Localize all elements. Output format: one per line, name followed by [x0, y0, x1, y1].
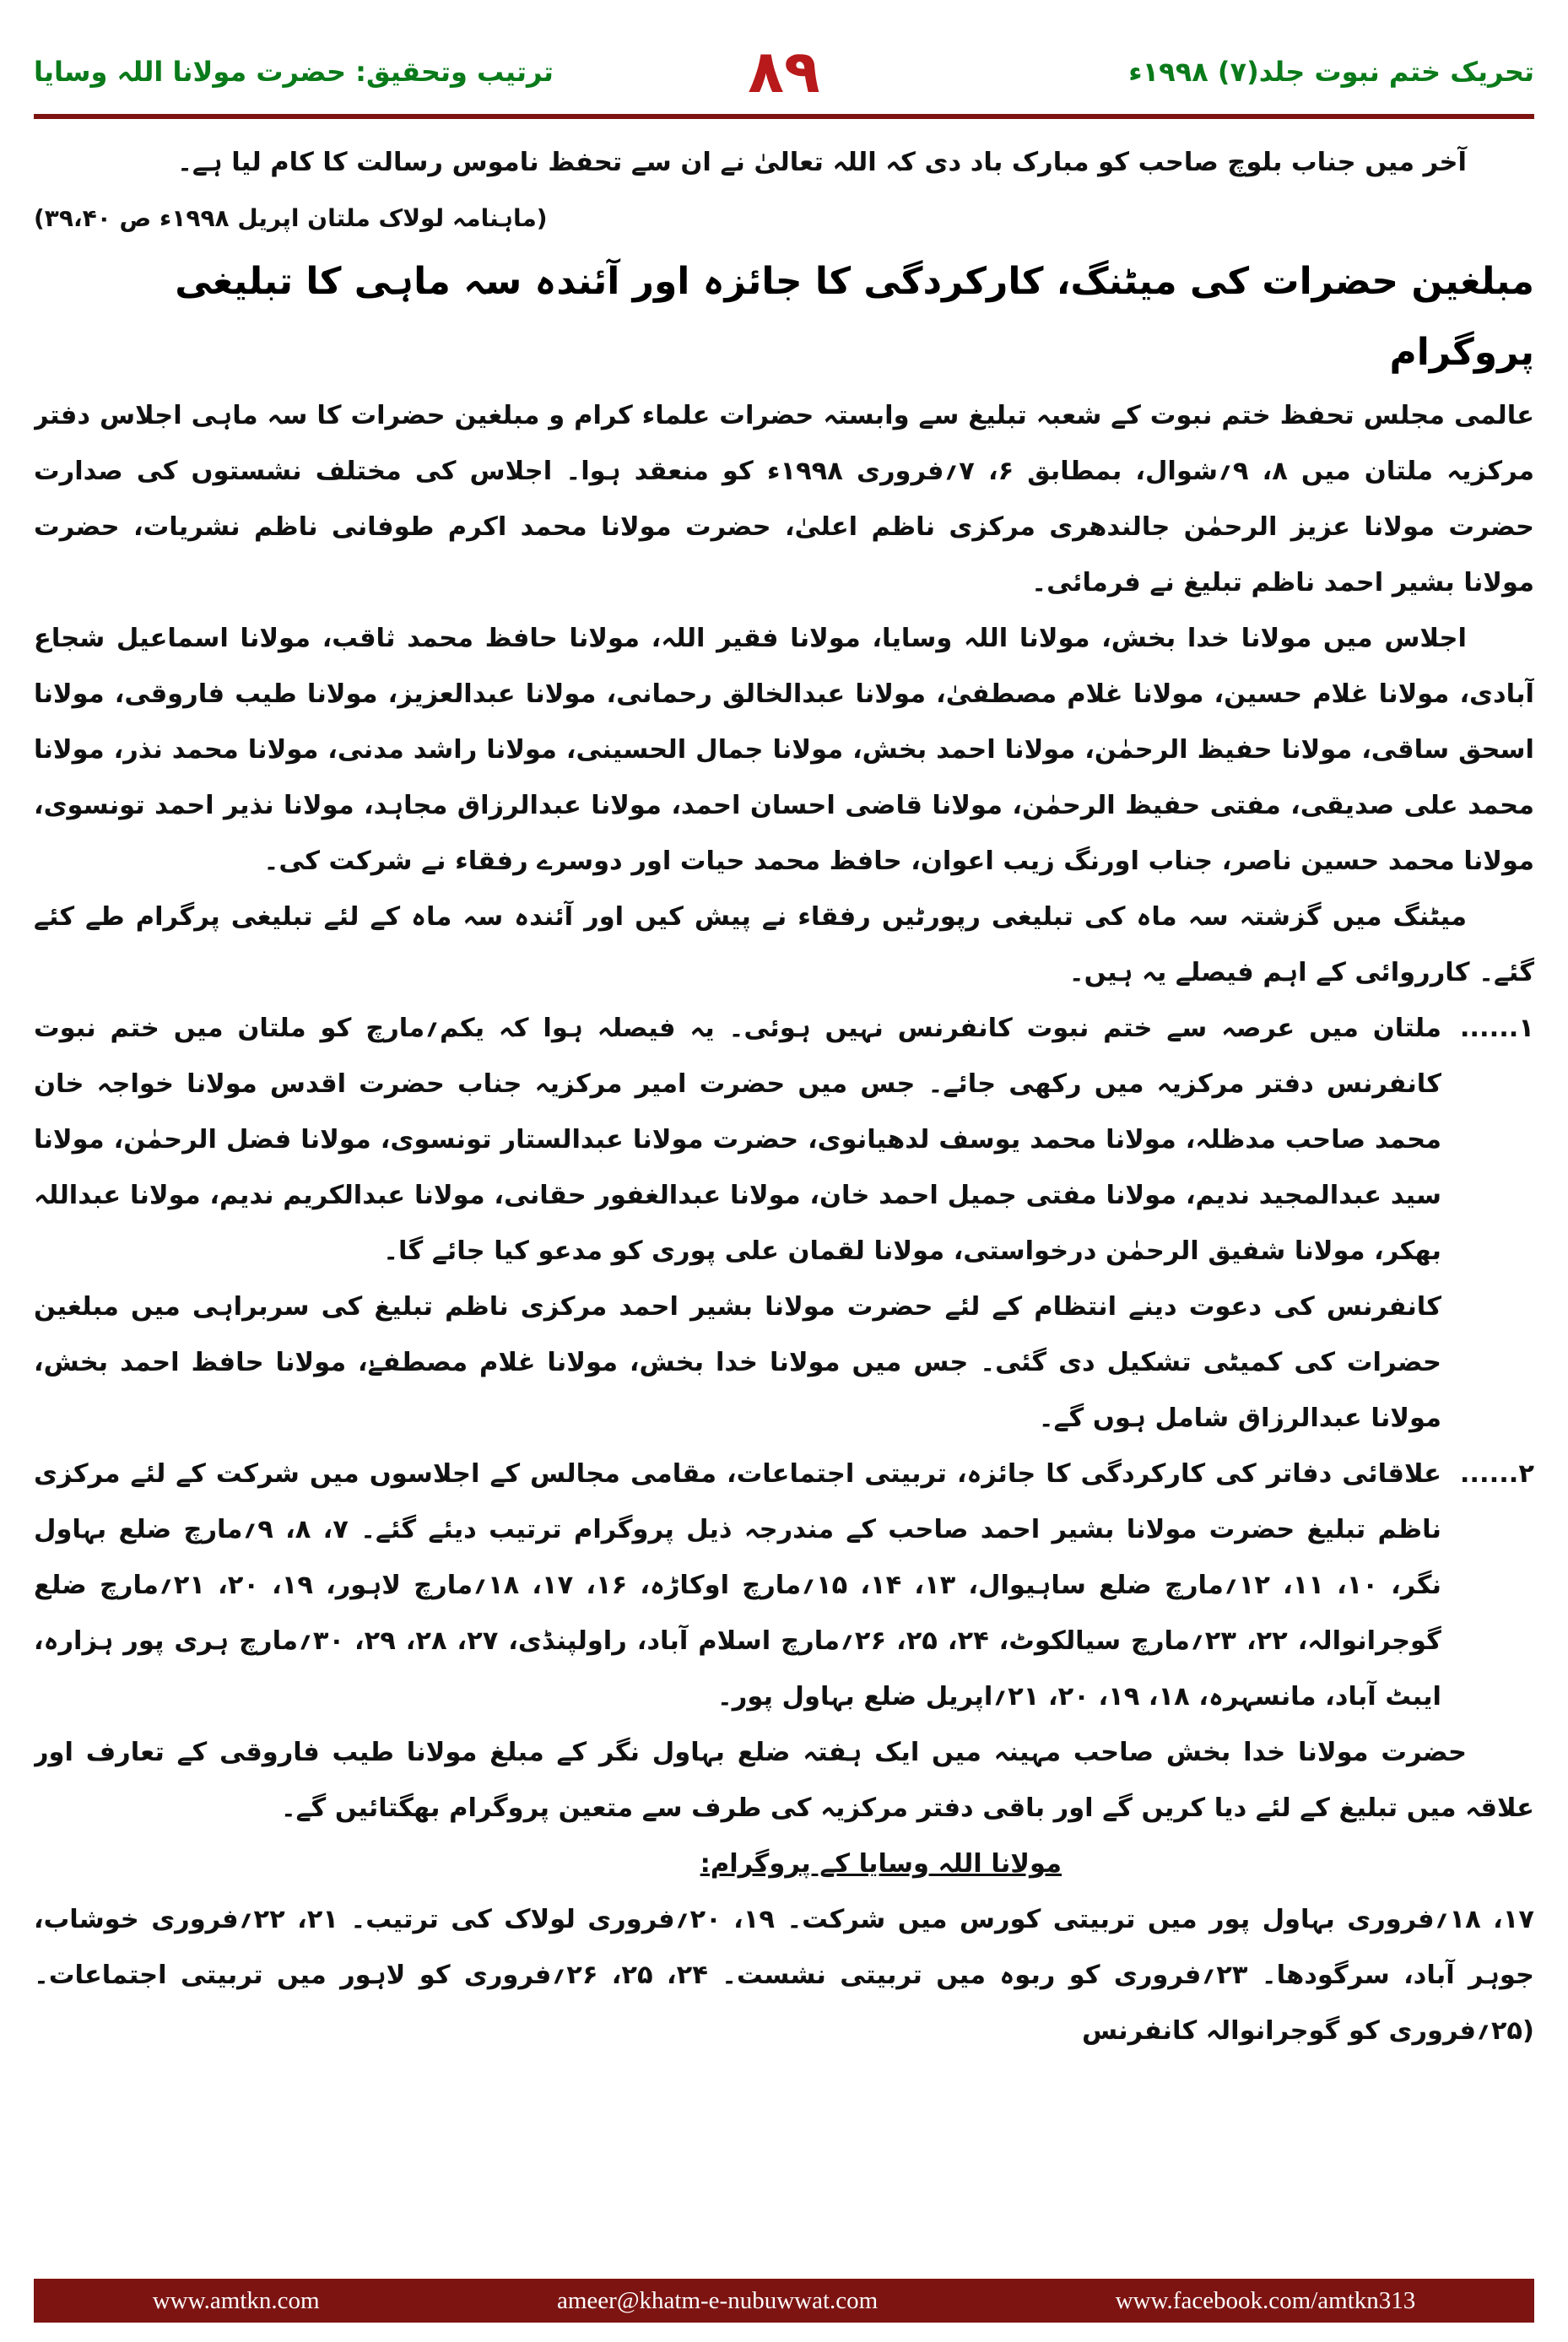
- footer-facebook-link[interactable]: www.facebook.com/amtkn313: [1115, 2286, 1416, 2314]
- paragraph-khuda-bakhsh: حضرت مولانا خدا بخش صاحب مہینہ میں ایک ہفتہ ضلع بہاول نگر کے مبلغ مولانا طیب فاروقی کے تعارف اور علاقہ میں تبلیغ کے لئے دیا کریں گے اور باقی دفتر مرکزیہ کی طرف سے متعین پروگرام بھگتائیں گے۔: [34, 1738, 1534, 1823]
- decision-text: ملتان میں عرصہ سے ختم نبوت کانفرنس نہیں ہوئی۔ یہ فیصلہ ہوا کہ یکم؍مارچ کو ملتان میں ختم نبوت کانفرنس دفتر مرکزیہ میں رکھی جائے۔ جس میں حضرت امیر مرکزیہ جناب حضرت اقدس مولانا خواجہ خان محمد صاحب مدظلہ، مولانا محمد یوسف لدھیانوی، حضرت مولانا عبدالستار تونسوی، مولانا فضل الرحمٰن، مولانا سید عبدالمجید ندیم، مولانا مفتی جمیل احمد خان، مولانا عبدالغفور حقانی، مولانا عبدالکریم ندیم، مولانا عبداللہ بھکر، مولانا شفیق الرحمٰن درخواستی، مولانا لقمان علی پوری کو مدعو کیا جائے گا۔: [34, 1014, 1441, 1266]
- footer-email-link[interactable]: ameer@khatm-e-nubuwwat.com: [556, 2286, 879, 2314]
- source-citation: (ماہنامہ لولاک ملتان اپریل ۱۹۹۸ء ص ۳۹،۴۰): [34, 204, 548, 232]
- decision-number: ۱......: [1459, 1014, 1534, 1043]
- page-header: [34, 25, 1534, 118]
- decision-item-1-committee: کانفرنس کی دعوت دینے انتظام کے لئے حضرت مولانا بشیر احمد مرکزی ناظم تبلیغ کی سربراہی میں مبلغین حضرات کی کمیٹی تشکیل دی گئی۔ جس میں مولانا خدا بخش، مولانا غلام مصطفےٰ، مولانا حافظ احمد بخش، مولانا عبدالرزاق شامل ہوں گے۔: [34, 1292, 1441, 1433]
- subheading-programme: مولانا اللہ وسایا کے پروگرام:: [700, 1849, 1062, 1879]
- footer-website-link[interactable]: www.amtkn.com: [152, 2286, 320, 2314]
- decision-item-2: [34, 1447, 1534, 1725]
- paragraph-attendees: اجلاس میں مولانا خدا بخش، مولانا اللہ وسایا، مولانا فقیر اللہ، مولانا حافظ محمد ثاقب، مولانا اسماعیل شجاع آبادی، مولانا غلام حسین، مولانا غلام مصطفیٰ، مولانا عبدالخالق رحمانی، مولانا عبدالعزیز، مولانا طیب فاروقی، مولانا اسحق ساقی، مولانا حفیظ الرحمٰن، مولانا احمد بخش، مولانا جمال الحسینی، مولانا راشد مدنی، مولانا محمد نذر، مولانا محمد علی صدیقی، مفتی حفیظ الرحمٰن، مولانا قاضی احسان احمد، مولانا عبدالرزاق مجاہد، مولانا نذیر احمد تونسوی، مولانا محمد حسین ناصر، جناب اورنگ زیب اعوان، حافظ محمد حیات اور دوسرے رفقاء نے شرکت کی۔: [34, 624, 1534, 876]
- intro-paragraph: آخر میں جناب بلوچ صاحب کو مبارک باد دی کہ اللہ تعالیٰ نے ان سے تحفظ ناموس رسالت کا کام لیا ہے۔: [177, 148, 1467, 177]
- header-book-title: تحریک ختم نبوت جلد(۷) ۱۹۹۸ء: [1128, 56, 1534, 88]
- paragraph-programme: ۱۷، ۱۸؍فروری بہاول پور میں تربیتی کورس میں شرکت۔ ۱۹، ۲۰؍فروری لولاک کی ترتیب۔ ۲۱، ۲۲؍فروری خوشاب، جوہر آباد، سرگودھا۔ ۲۳؍فروری کو ربوہ میں تربیتی نشست۔ ۲۴، ۲۵، ۲۶؍فروری کو لاہور میں تربیتی اجتماعات۔ (۲۵؍فروری کو گوجرانوالہ کانفرنس: [34, 1905, 1534, 2046]
- decision-number: ۲......: [1459, 1459, 1534, 1489]
- paragraph-decisions-intro: میٹنگ میں گزشتہ سہ ماہ کی تبلیغی رپورٹیں رفقاء نے پیش کیں اور آئندہ سہ ماہ کے لئے تبلیغی پرگرام طے کئے گئے۔ کارروائی کے اہم فیصلے یہ ہیں۔: [34, 902, 1534, 987]
- decision-text: علاقائی دفاتر کی کارکردگی کا جائزہ، تربیتی اجتماعات، مقامی مجالس کے اجلاسوں میں شرکت کے لئے مرکزی ناظم تبلیغ حضرت مولانا بشیر احمد صاحب کے مندرجہ ذیل پروگرام ترتیب دیئے گئے۔ ۷، ۸، ۹؍مارچ ضلع بہاول نگر، ۱۰، ۱۱، ۱۲؍مارچ ضلع ساہیوال، ۱۳، ۱۴، ۱۵؍مارچ اوکاڑہ، ۱۶، ۱۷، ۱۸؍مارچ لاہور، ۱۹، ۲۰، ۲۱؍مارچ ضلع گوجرانوالہ، ۲۲، ۲۳؍مارچ سیالکوٹ، ۲۴، ۲۵، ۲۶؍مارچ اسلام آباد، راولپنڈی، ۲۷، ۲۸، ۲۹، ۳۰؍مارچ ہری پور ہزارہ، ایبٹ آباد، مانسہرہ، ۱۸، ۱۹، ۲۰، ۲۱؍اپریل ضلع بہاول پور۔: [34, 1459, 1441, 1712]
- page-number: ۸۹: [748, 37, 820, 106]
- header-compiler-title: ترتیب وتحقیق: حضرت مولانا اللہ وسایا: [34, 56, 554, 88]
- page-footer: [34, 2279, 1534, 2323]
- section-heading: مبلغین حضرات کی میٹنگ، کارکردگی کا جائزہ اور آئندہ سہ ماہی کا تبلیغی پروگرام: [175, 260, 1534, 374]
- decision-item-1: [34, 1001, 1534, 1279]
- main-text: [34, 135, 1534, 2253]
- header-divider: [34, 114, 1534, 119]
- paragraph-meeting: عالمی مجلس تحفظ ختم نبوت کے شعبہ تبلیغ سے وابستہ حضرات علماء کرام و مبلغین حضرات کا سہ ماہی اجلاس دفتر مرکزیہ ملتان میں ۸، ۹؍شوال، بمطابق ۶، ۷؍فروری ۱۹۹۸ء کو منعقد ہوا۔ اجلاس کی مختلف نشستوں کی صدارت حضرت مولانا عزیز الرحمٰن جالندھری مرکزی ناظم اعلیٰ، حضرت مولانا محمد اکرم طوفانی ناظم نشریات، حضرت مولانا بشیر احمد ناظم تبلیغ نے فرمائی۔: [34, 401, 1534, 598]
